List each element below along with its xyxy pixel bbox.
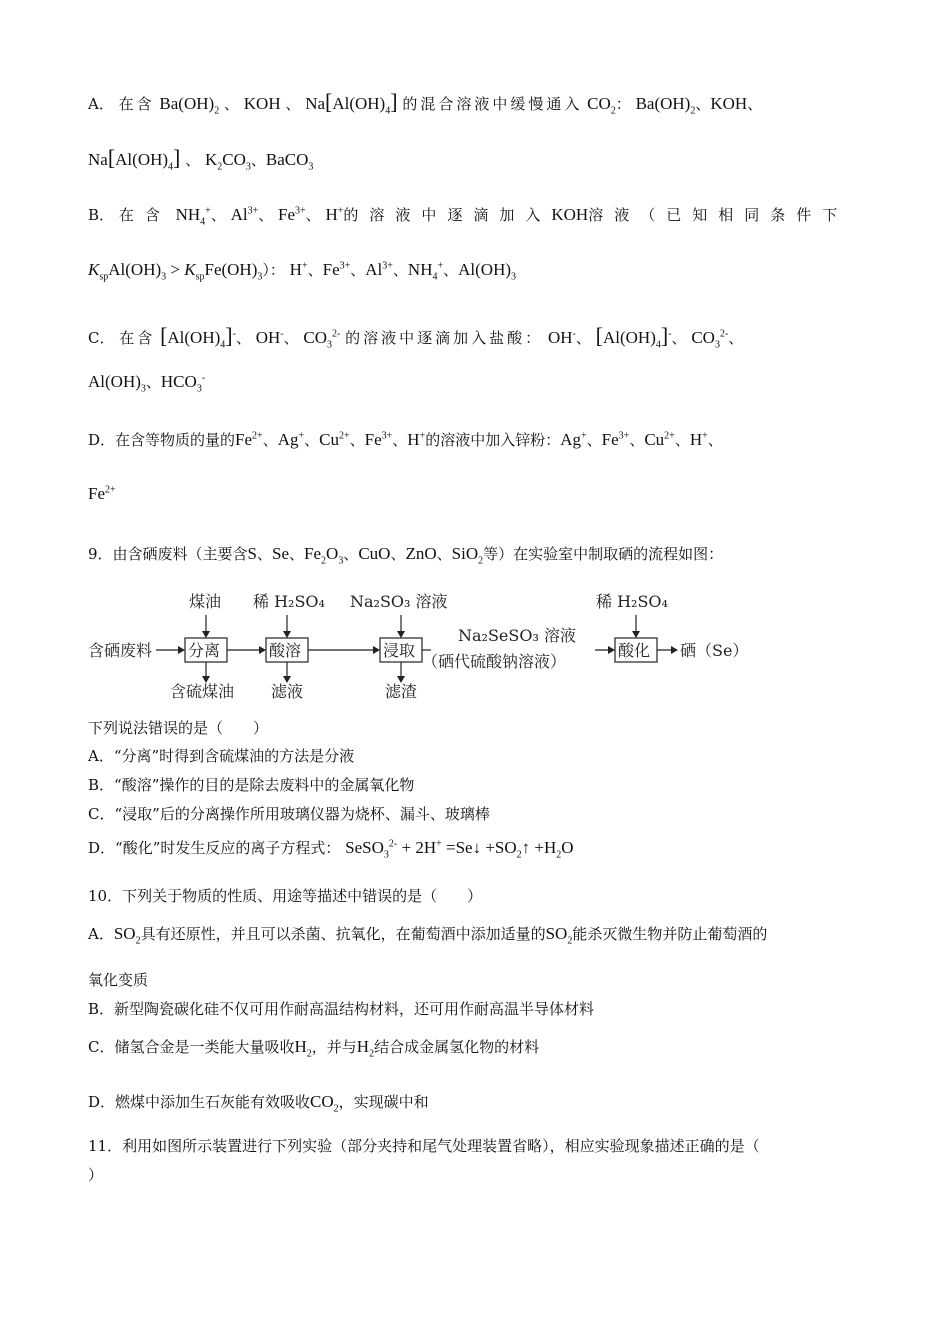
q8-option-a: A． 在含 $Ba(OH)_2$ 、 KOH 、 $Na[Al(OH)_4]$ 的混合溶液中缓慢通入 $CO_2$： $Ba(OH)_2$、KOH、 (88, 89, 763, 117)
flow-bot2: 滤液 (271, 682, 304, 701)
text: D．“酸化”时发生反应的离子方程式： (88, 839, 341, 857)
formula: $Al^{3+}$ (230, 205, 259, 224)
formula: $Cu^{2+}$ (319, 430, 350, 449)
formula: $K_2CO_3$ (204, 150, 251, 173)
formula: $Fe^{3+}$ (278, 205, 306, 224)
formula: H+ (289, 260, 308, 279)
q9-option-a: A．“分离”时得到含硫煤油的方法是分液 (88, 747, 355, 765)
formula: $[Al(OH)_4]^-$ (595, 323, 672, 351)
sep: 、 (223, 95, 239, 113)
text: 等）在实验室中制取硒的流程如图： (483, 545, 724, 563)
formula: $CO_2$ (310, 1092, 339, 1115)
q8-option-d: D．在含等物质的量的$Fe^{2+}$、Ag+、$Cu^{2+}$、$Fe^{3+}$、H+的溶液中加入锌粉：Ag+、$Fe^{3+}$、$Cu^{2+}$、H+、 (88, 430, 723, 449)
flow-top1: 煤油 (189, 592, 222, 611)
flow-mid-top: Na₂SeSO₃ 溶液 (458, 626, 576, 645)
text: 具有还原性，并且可以杀菌、抗氧化，在葡萄酒中添加适量的 (140, 925, 546, 943)
formula: $K_{sp}Al(OH)_3 > K_{sp}Fe(OH)_3$ (88, 260, 263, 283)
formula: S (247, 544, 258, 563)
ionic-equation: SeSO$_3^{2-}$ + 2H+ =Se↓ $+SO_2↑ +H_2O$ (345, 838, 574, 861)
text: 能杀灭微生物并防止葡萄酒的 (572, 925, 768, 943)
flow-bot1: 含硫煤油 (170, 682, 235, 701)
q9-stem: 9．由含硒废料（主要含S、Se、$Fe_2O_3$、CuO、ZnO、SiO$_2$等）在实验室中制取硒的流程如图： (88, 544, 724, 567)
option-letter: D． (88, 431, 116, 449)
option-letter: B． (88, 206, 115, 224)
formula: OH- (547, 328, 576, 347)
flow-bot3: 滤渣 (385, 682, 418, 701)
formula: $Ba(OH)_2$ (159, 94, 220, 117)
q8-option-b: B． 在含 $NH_4^+$、 $Al^{3+}$、 $Fe^{3+}$、 H+的溶液中逐滴加入KOH溶液（已知相同条件下 (88, 205, 849, 228)
formula: $HCO_3^-$ (160, 372, 206, 395)
formula: BaCO$_3$ (265, 150, 314, 173)
text: 溶液（已知相同条件下 (588, 206, 849, 224)
q11-stem-cont: ） (88, 1166, 104, 1184)
flow-top2: 稀 H₂SO₄ (253, 592, 325, 611)
formula: H+ (689, 430, 708, 449)
formula: $CO_3^{2-}$ (691, 328, 729, 351)
q11-stem: 11．利用如图所示装置进行下列实验（部分夹持和尾气处理装置省略），相应实验现象描述正确的是（ (88, 1137, 760, 1155)
formula: H+ (407, 430, 426, 449)
q8-option-b-cont: $K_{sp}Al(OH)_3 > K_{sp}Fe(OH)_3$）： H+、$Fe^{3+}$、$Al^{3+}$、$NH_4^+$、$Al(OH)_3$ (88, 260, 517, 283)
option-letter: A． (88, 925, 114, 943)
arrowhead (632, 631, 640, 638)
formula: $H_2$ (356, 1037, 375, 1060)
sep: ： (615, 95, 631, 113)
formula: OH- (255, 328, 284, 347)
text: 在含等物质的量的 (115, 431, 236, 449)
text: 结合成金属氢化物的材料 (374, 1038, 540, 1056)
text: 在含 (118, 95, 155, 113)
q8-option-d-cont (88, 484, 868, 504)
text: 的溶液中加入锌粉： (425, 431, 561, 449)
q10-option-d (88, 1092, 868, 1115)
formula: $H_2$ (294, 1037, 312, 1060)
formula: $Al(OH)_3$ (88, 372, 146, 395)
formula: $Na[Al(OH)_4]$ (305, 89, 398, 117)
text: 9．由含硒废料（主要含 (88, 545, 248, 563)
arrowhead (671, 646, 678, 654)
flow-mid-bot: （硒代硫酸钠溶液） (422, 652, 567, 671)
formula: Ag+ (560, 430, 587, 449)
flow-box4-label: 酸化 (618, 641, 651, 660)
arrowhead (202, 631, 210, 638)
formula: KOH (710, 94, 748, 113)
arrowhead (283, 631, 291, 638)
flow-feed: 含硒废料 (88, 641, 153, 660)
formula: $Fe^{2+}$ (88, 484, 116, 503)
formula: $Ba(OH)_2$ (635, 94, 696, 117)
text: C．储氢合金是一类能大量吸收 (88, 1038, 295, 1056)
flow-box3-label: 浸取 (383, 641, 416, 660)
process-flow-diagram (88, 585, 788, 703)
formula: $Fe^{3+}$ (364, 430, 393, 449)
flow-box2-label: 酸溶 (269, 641, 302, 660)
q10-option-a (88, 924, 868, 947)
formula: $CO_2$ (587, 94, 616, 117)
text: 的溶液中逐滴加入 (343, 206, 552, 224)
arrowhead (608, 646, 615, 654)
formula: $[Al(OH)_4]^-$ (160, 323, 236, 351)
formula: $Al^{3+}$ (365, 260, 393, 279)
q8-option-c-cont: $Al(OH)_3$、$HCO_3^-$ (88, 372, 206, 395)
arrowhead (397, 631, 405, 638)
arrowhead (259, 646, 266, 654)
formula: Se (272, 544, 290, 563)
flow-product: 硒（Se） (680, 641, 749, 660)
formula: SiO$_2$ (451, 544, 484, 567)
q10-option-c (88, 1037, 868, 1060)
formula: ZnO (405, 544, 437, 563)
flow-top4: 稀 H₂SO₄ (596, 592, 668, 611)
formula: $NH_4^+$ (175, 205, 211, 228)
formula: KOH (551, 205, 589, 224)
formula: $Al(OH)_3$ (458, 260, 517, 283)
flow-box1-label: 分离 (188, 641, 221, 660)
q10-option-b: B．新型陶瓷碳化硅不仅可用作耐高温结构材料，还可用作耐高温半导体材料 (88, 1000, 595, 1018)
text: ，实现碳中和 (338, 1093, 429, 1111)
flow-top3: Na₂SO₃ 溶液 (350, 592, 448, 611)
formula: KOH (243, 94, 281, 113)
text: D．燃煤中添加生石灰能有效吸收 (88, 1093, 311, 1111)
q9-option-b: B．“酸溶”操作的目的是除去废料中的金属氧化物 (88, 776, 415, 794)
arrowhead (178, 646, 185, 654)
formula: $SO_2$ (545, 924, 573, 947)
text: 的溶液中逐滴加入盐酸： (345, 329, 544, 347)
formula: $Na[Al(OH)_4]$ (88, 145, 181, 173)
formula: $CO_3^{2-}$ (303, 328, 341, 351)
q8-option-a-cont: $Na[Al(OH)_4]$ 、 $K_2CO_3$、BaCO$_3$ (88, 145, 314, 173)
q10-option-a-cont: 氧化变质 (88, 971, 149, 989)
arrowhead (373, 646, 380, 654)
option-letter: A． (88, 95, 114, 113)
formula: $Fe_2O_3$ (304, 544, 344, 567)
formula: $Cu^{2+}$ (644, 430, 675, 449)
formula: $Fe^{3+}$ (601, 430, 630, 449)
q8-option-c: C． 在含 $[Al(OH)_4]^-$、 OH-、 $CO_3^{2-}$ 的溶液中逐滴加入盐酸： OH-、 $[Al(OH)_4]^-$、 $CO_3^{2-}$、 (88, 323, 744, 351)
formula: $NH_4^+$ (407, 260, 444, 283)
formula: Ag+ (277, 430, 305, 449)
q9-option-d (88, 838, 868, 861)
q10-stem: 10．下列关于物质的性质、用途等描述中错误的是（ ） (88, 887, 483, 905)
text: 的混合溶液中缓慢通入 (402, 95, 583, 113)
formula: $Fe^{2+}$ (235, 430, 263, 449)
q9-question: 下列说法错误的是（ ） (88, 719, 269, 737)
q9-option-c: C．“浸取”后的分离操作所用玻璃仪器为烧杯、漏斗、玻璃棒 (88, 805, 490, 823)
text: 在含 (118, 206, 171, 224)
formula: $SO_2$ (113, 924, 141, 947)
sep: ）： (262, 261, 285, 279)
option-letter: C． (88, 329, 115, 347)
formula: CuO (358, 544, 391, 563)
formula: H+ (325, 205, 344, 224)
text: 在含 (119, 329, 156, 347)
sep: 、 (285, 95, 301, 113)
text: ，并与 (311, 1038, 357, 1056)
formula: $Fe^{3+}$ (322, 260, 351, 279)
sep: 、 (185, 151, 201, 169)
